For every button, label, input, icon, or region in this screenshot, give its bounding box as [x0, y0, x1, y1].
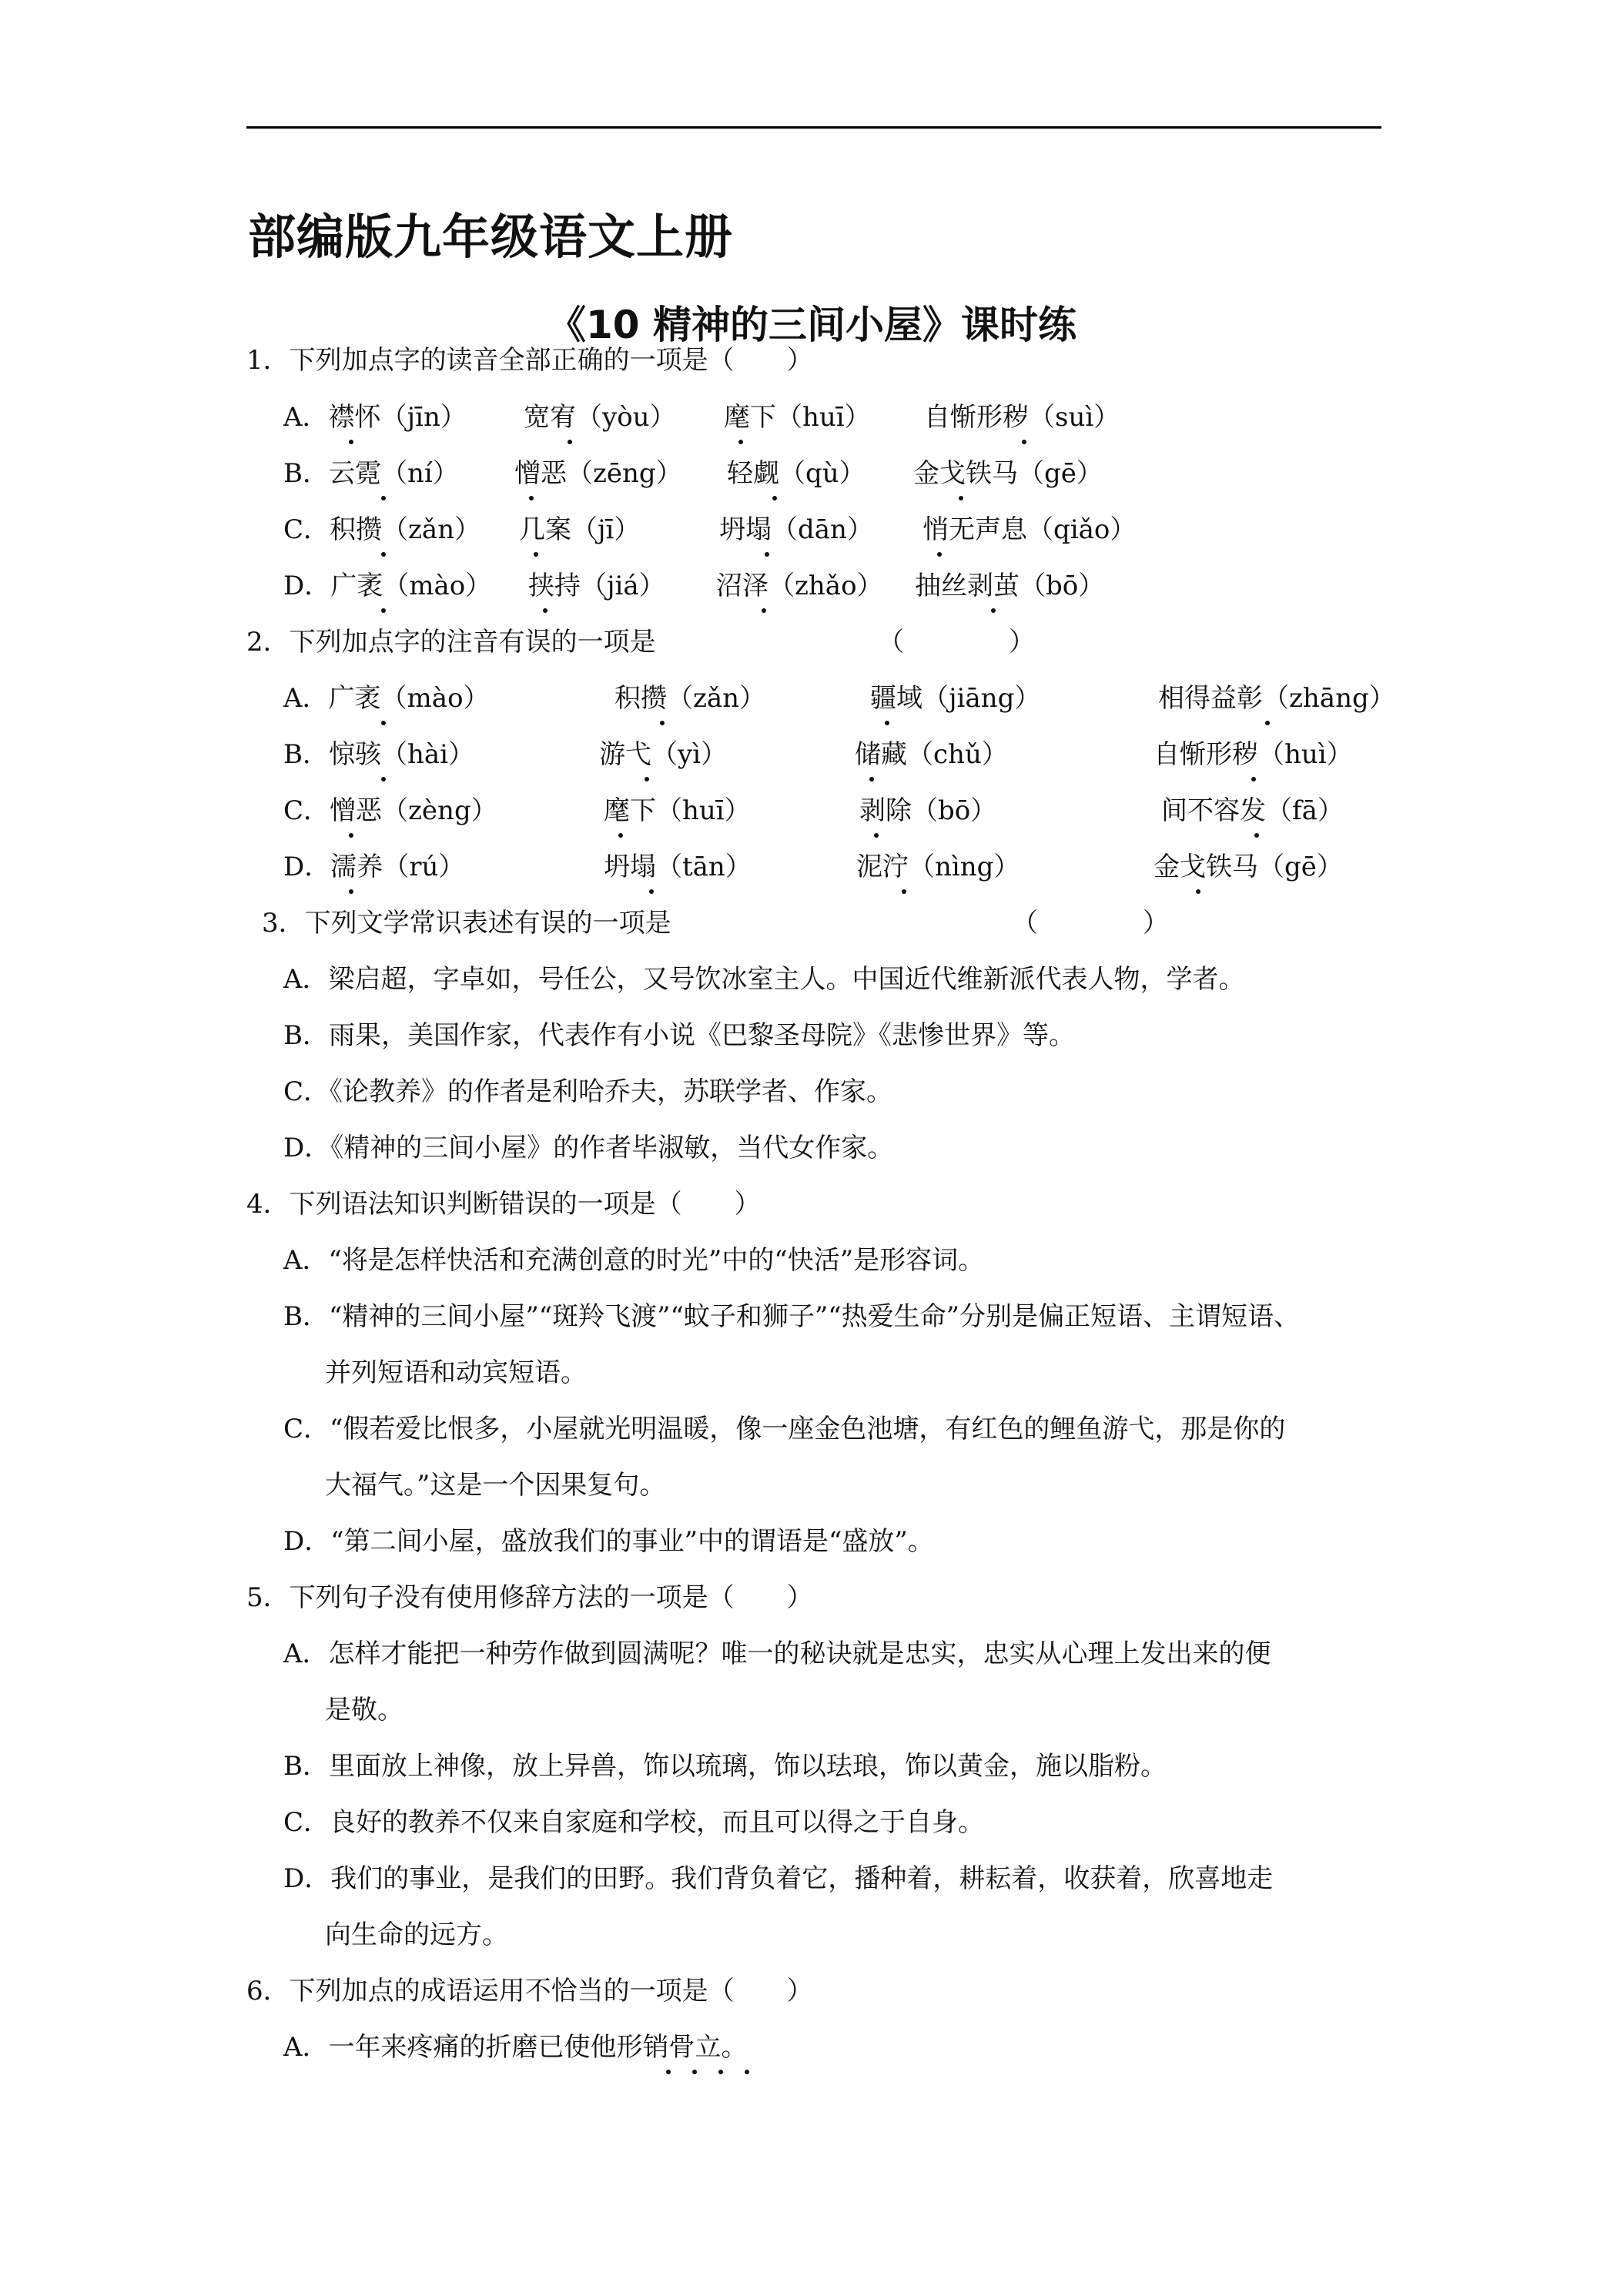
emphasis-dot	[534, 552, 538, 557]
question-1-stem: 1．下列加点字的读音全部正确的一项是（ ）	[246, 345, 813, 376]
option-cell: 自惭形秽（suì）	[924, 402, 1120, 433]
question-4-option-c: C．“假若爱比恨多，小屋就光明温暖，像一座金色池塘，有红色的鲤鱼游弋，那是你的	[283, 1414, 1286, 1444]
question-3-option-b: B．雨果，美国作家，代表作有小说《巴黎圣母院》《悲惨世界》等。	[283, 1020, 1075, 1051]
emphasis-dot	[568, 440, 572, 444]
emphasis-dot	[349, 889, 353, 894]
emphasis-dot	[762, 608, 766, 613]
option-cell: D．濡养（rú）	[283, 852, 465, 882]
option-cell: 自惭形秽（huì）	[1154, 739, 1353, 770]
emphasis-dot	[874, 833, 879, 838]
question-3-option-d: D．《精神的三间小屋》的作者毕淑敏，当代女作家。	[283, 1133, 894, 1163]
question-5-option-b: B．里面放上神像，放上异兽，饰以琉璃，饰以珐琅，饰以黄金，施以脂粉。	[283, 1751, 1167, 1782]
option-cell: 金戈铁马（gē）	[1154, 852, 1343, 882]
emphasis-dot	[660, 721, 665, 725]
option-cell: 宽宥（yòu）	[524, 402, 676, 433]
question-4-option-d: D．“第二间小屋，盛放我们的事业”中的谓语是“盛放”。	[283, 1526, 934, 1557]
option-cell: 麾下（huī）	[604, 795, 751, 826]
question-4-option-c-cont: 大福气。”这是一个因果复句。	[325, 1470, 666, 1501]
option-cell: B．惊骇（hài）	[283, 739, 475, 770]
emphasis-dot	[349, 440, 353, 444]
emphasis-dot	[937, 552, 942, 557]
emphasis-dot	[381, 777, 386, 782]
header-rule	[246, 126, 1381, 129]
option-cell: C．积攒（zǎn）	[283, 514, 481, 545]
emphasis-dot	[381, 721, 386, 725]
option-cell: 相得益彰（zhāng）	[1158, 683, 1395, 714]
question-6-stem: 6．下列加点的成语运用不恰当的一项是（ ）	[246, 1976, 813, 2006]
emphasis-dot	[381, 496, 386, 500]
option-cell: 疆域（jiāng）	[870, 683, 1041, 714]
emphasis-dot	[381, 552, 386, 557]
emphasis-dot	[1254, 833, 1259, 838]
emphasis-dot	[381, 608, 386, 613]
question-3-stem: 3．下列文学常识表述有误的一项是	[262, 908, 671, 939]
emphasis-dot	[529, 496, 534, 500]
option-cell: C．憎恶（zèng）	[283, 795, 497, 826]
answer-blank: （ ）	[878, 627, 1035, 658]
emphasis-dot	[902, 889, 906, 894]
question-2-stem: 2．下列加点字的注音有误的一项是	[246, 627, 656, 658]
option-cell: 几案（jī）	[519, 514, 641, 545]
emphasis-dot	[1251, 777, 1256, 782]
emphasis-dot	[745, 2070, 749, 2074]
question-3-option-a: A．梁启超，字卓如，号任公，又号饮冰室主人。中国近代维新派代表人物，学者。	[283, 964, 1245, 995]
option-cell: 积攒（zǎn）	[614, 683, 766, 714]
option-cell: 憎恶（zēng）	[514, 458, 682, 489]
emphasis-dot	[618, 833, 623, 838]
option-cell: B．云霓（ní）	[283, 458, 459, 489]
option-cell: 坍塌（dān）	[719, 514, 873, 545]
option-cell: 泥泞（nìng）	[856, 852, 1020, 882]
option-cell: 轻觑（qù）	[727, 458, 866, 489]
option-cell: 挟持（jiá）	[528, 571, 665, 601]
question-4-option-a: A．“将是怎样快活和充满创意的时光”中的“快活”是形容词。	[283, 1245, 985, 1276]
option-cell: 抽丝剥茧（bō）	[915, 571, 1105, 601]
option-cell: 坍塌（tān）	[604, 852, 752, 882]
option-cell: 间不容发（fā）	[1161, 795, 1344, 826]
question-4-option-b-cont: 并列短语和动宾短语。	[325, 1357, 587, 1388]
document-title: 部编版九年级语文上册	[248, 209, 734, 265]
option-cell: A．襟怀（jīn）	[283, 402, 467, 433]
question-5-stem: 5．下列句子没有使用修辞方法的一项是（ ）	[246, 1582, 813, 1613]
emphasis-dot	[666, 2070, 671, 2074]
question-4-stem: 4．下列语法知识判断错误的一项是（ ）	[246, 1189, 761, 1220]
emphasis-dot	[692, 2070, 697, 2074]
option-cell: 麾下（huī）	[724, 402, 871, 433]
emphasis-dot	[718, 2070, 723, 2074]
question-3-option-c: C．《论教养》的作者是利哈乔夫，苏联学者、作家。	[283, 1076, 893, 1107]
question-4-option-b: B．“精神的三间小屋”“斑羚飞渡”“蚊子和狮子”“热爱生命”分别是偏正短语、主谓短语、	[283, 1301, 1301, 1332]
option-cell: 金戈铁马（gē）	[913, 458, 1103, 489]
question-6-option-a: A．一年来疼痛的折磨已使他形销骨立。	[283, 2032, 748, 2063]
question-5-option-a: A．怎样才能把一种劳作做到圆满呢？唯一的秘诀就是忠实，忠实从心理上发出来的便	[283, 1638, 1271, 1669]
question-5-option-c: C．良好的教养不仅来自家庭和学校，而且可以得之于自身。	[283, 1807, 985, 1838]
emphasis-dot	[349, 833, 353, 838]
question-5-option-d-cont: 向生命的远方。	[325, 1919, 508, 1950]
emphasis-dot	[869, 777, 874, 782]
emphasis-dot	[543, 608, 547, 613]
question-5-option-a-cont: 是敬。	[325, 1695, 403, 1725]
emphasis-dot	[959, 496, 963, 500]
emphasis-dot	[885, 721, 889, 725]
option-cell: 悄无声息（qiǎo）	[922, 514, 1137, 545]
lesson-title: 《10 精神的三间小屋》课时练	[547, 303, 1077, 347]
emphasis-dot	[649, 889, 654, 894]
emphasis-dot	[991, 608, 996, 613]
option-cell: 沼泽（zhǎo）	[716, 571, 883, 601]
emphasis-dot	[645, 777, 649, 782]
option-cell: D．广袤（mào）	[283, 571, 492, 601]
emphasis-dot	[738, 440, 743, 444]
option-cell: 剥除（bō）	[859, 795, 997, 826]
option-cell: 储藏（chǔ）	[855, 739, 1008, 770]
emphasis-dot	[772, 496, 777, 500]
emphasis-dot	[1022, 440, 1026, 444]
answer-blank: （ ）	[1012, 908, 1169, 939]
emphasis-dot	[1265, 721, 1270, 725]
emphasis-dot	[1196, 889, 1200, 894]
option-cell: 游弋（yì）	[599, 739, 728, 770]
option-cell: A．广袤（mào）	[283, 683, 490, 714]
question-5-option-d: D．我们的事业，是我们的田野。我们背负着它，播种着，耕耘着，收获着，欣喜地走	[283, 1863, 1274, 1894]
emphasis-dot	[765, 552, 769, 557]
